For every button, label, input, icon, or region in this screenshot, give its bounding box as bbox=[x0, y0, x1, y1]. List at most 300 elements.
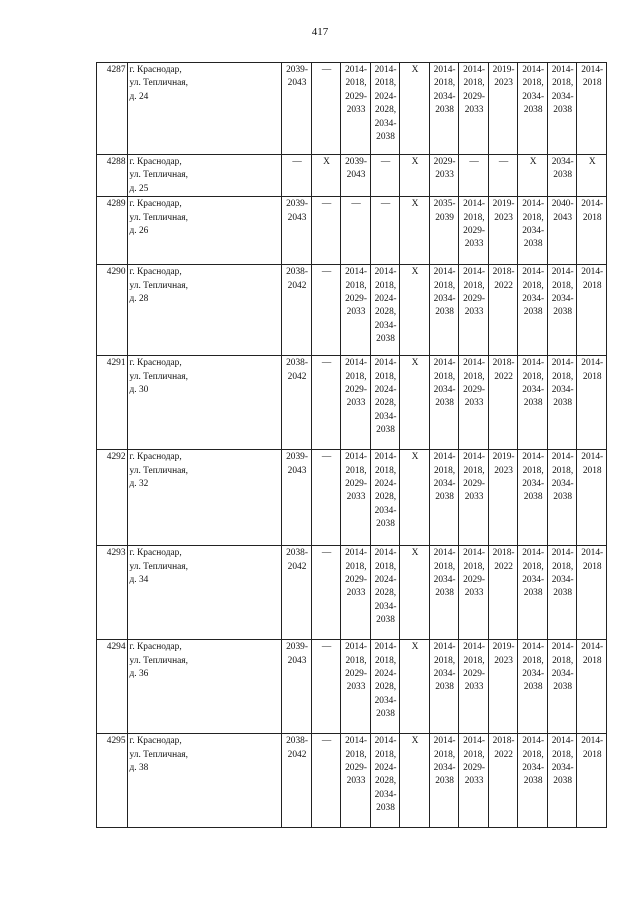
period-line: 2018, bbox=[522, 465, 544, 476]
period-line: 2042 bbox=[287, 749, 307, 760]
period-line: 2038 bbox=[553, 170, 573, 181]
period-cell bbox=[577, 450, 607, 546]
period-cell bbox=[311, 640, 341, 734]
period-line: 2034- bbox=[551, 669, 574, 680]
period-cell bbox=[577, 155, 607, 197]
period-line: 2014- bbox=[581, 642, 604, 653]
period-line: 2018, bbox=[463, 280, 485, 291]
period-line: 2038- bbox=[286, 267, 308, 278]
period-line: 2039- bbox=[286, 642, 308, 653]
period-line: Х bbox=[411, 548, 419, 559]
period-line: — bbox=[321, 548, 332, 559]
period-cell bbox=[341, 265, 371, 356]
period-line: 2029- bbox=[345, 294, 367, 305]
address-cell bbox=[127, 546, 282, 640]
period-cell bbox=[488, 546, 518, 640]
period-line: 2018, bbox=[463, 655, 485, 666]
period-cell bbox=[429, 197, 459, 265]
period-line: 2014- bbox=[551, 267, 574, 278]
period-line: 2018, bbox=[345, 78, 367, 89]
address-cell bbox=[127, 640, 282, 734]
period-line: 2038- bbox=[286, 358, 308, 369]
period-line: 2043 bbox=[287, 78, 307, 89]
period-line: Х bbox=[323, 157, 330, 167]
period-cell bbox=[282, 450, 312, 546]
period-line: 2014- bbox=[433, 65, 456, 75]
period-line: 2018, bbox=[522, 749, 544, 760]
period-cell bbox=[400, 265, 430, 356]
period-line: 2018, bbox=[345, 561, 367, 572]
period-line: 2034- bbox=[551, 385, 574, 396]
period-line: 2038 bbox=[523, 588, 543, 599]
period-line: 2014- bbox=[433, 548, 456, 559]
period-cell bbox=[370, 546, 400, 640]
period-line: 2014- bbox=[374, 548, 397, 559]
period-line: 2018- bbox=[492, 548, 515, 559]
period-line: 2038 bbox=[435, 307, 454, 318]
address-line: д. 25 bbox=[129, 183, 149, 194]
period-line: 2033 bbox=[464, 307, 484, 318]
period-line: 2033 bbox=[464, 105, 484, 116]
period-line: 2039- bbox=[286, 452, 308, 463]
period-line: 2018, bbox=[345, 371, 367, 382]
period-line: Х bbox=[411, 452, 419, 463]
period-cell bbox=[547, 63, 577, 155]
address-line: д. 24 bbox=[129, 91, 149, 102]
address-line: г. Краснодар, bbox=[129, 642, 182, 653]
period-line: 2014- bbox=[522, 548, 545, 559]
period-line: 2042 bbox=[287, 280, 307, 291]
period-line: 2034- bbox=[522, 575, 545, 586]
period-line: 2038 bbox=[553, 307, 573, 318]
period-line: 2034- bbox=[551, 575, 574, 586]
period-line: 2024- bbox=[374, 575, 397, 586]
period-line: 2038 bbox=[376, 519, 395, 530]
address-line: г. Краснодар, bbox=[129, 548, 182, 559]
period-line: — bbox=[292, 157, 302, 167]
period-line: — bbox=[321, 642, 332, 653]
period-line: 2038 bbox=[553, 398, 573, 409]
period-line: 2022 bbox=[494, 280, 513, 291]
period-line: 2038 bbox=[376, 425, 395, 436]
period-line: 2018, bbox=[434, 371, 456, 382]
period-cell bbox=[547, 546, 577, 640]
period-line: 2034- bbox=[551, 763, 574, 774]
period-line: 2034- bbox=[522, 91, 545, 102]
period-line: 2029- bbox=[345, 669, 367, 680]
period-line: 2018, bbox=[463, 78, 485, 89]
address-line: г. Краснодар, bbox=[129, 199, 182, 210]
period-line: 2014- bbox=[463, 65, 486, 75]
period-line: 2038 bbox=[523, 682, 543, 693]
period-line: 2022 bbox=[494, 749, 513, 760]
period-cell bbox=[459, 197, 489, 265]
period-line: 2018, bbox=[375, 465, 397, 476]
period-line: 2035- bbox=[433, 199, 456, 210]
period-line: 2034- bbox=[522, 226, 545, 237]
period-line: 2014- bbox=[345, 736, 367, 747]
period-cell bbox=[311, 265, 341, 356]
period-line: 2029- bbox=[463, 669, 486, 680]
period-line: 2029- bbox=[345, 91, 367, 102]
period-line: 2018, bbox=[345, 280, 367, 291]
table-row bbox=[97, 265, 607, 356]
period-cell bbox=[518, 356, 548, 450]
period-cell bbox=[370, 356, 400, 450]
period-cell bbox=[488, 356, 518, 450]
period-cell bbox=[577, 356, 607, 450]
period-line: 2038 bbox=[435, 105, 454, 116]
period-line: 2034- bbox=[433, 575, 456, 586]
period-line: 2033 bbox=[346, 105, 366, 116]
address-line: ул. Тепличная, bbox=[129, 78, 188, 89]
address-cell bbox=[127, 450, 282, 546]
period-line: 2018, bbox=[463, 561, 485, 572]
address-line: ул. Тепличная, bbox=[129, 170, 188, 181]
period-line: 2038 bbox=[376, 709, 395, 720]
period-cell bbox=[459, 265, 489, 356]
period-line: 2014- bbox=[345, 452, 367, 463]
period-cell bbox=[429, 546, 459, 640]
period-cell bbox=[370, 63, 400, 155]
period-cell bbox=[459, 63, 489, 155]
address-line: д. 30 bbox=[129, 385, 149, 396]
period-line: 2014- bbox=[463, 358, 486, 369]
period-line: Х bbox=[411, 65, 419, 75]
period-line: 2029- bbox=[463, 226, 486, 237]
period-cell bbox=[577, 197, 607, 265]
table-row bbox=[97, 640, 607, 734]
table-row bbox=[97, 450, 607, 546]
period-cell bbox=[488, 265, 518, 356]
period-line: Х bbox=[411, 157, 419, 167]
address-cell bbox=[127, 197, 282, 265]
address-cell bbox=[127, 155, 282, 197]
period-line: 2038 bbox=[553, 682, 573, 693]
period-line: 2034- bbox=[551, 157, 574, 167]
period-line: 2033 bbox=[346, 682, 366, 693]
period-cell bbox=[577, 734, 607, 828]
period-cell bbox=[282, 640, 312, 734]
table-row bbox=[97, 155, 607, 197]
period-line: 2018 bbox=[582, 465, 602, 476]
period-line: 2014- bbox=[374, 267, 397, 278]
period-line: 2014- bbox=[551, 736, 574, 747]
period-line: 2014- bbox=[463, 267, 486, 278]
period-line: — bbox=[321, 736, 332, 747]
period-line: 2033 bbox=[464, 239, 484, 250]
period-line: 2014- bbox=[374, 358, 397, 369]
period-line: 2018 bbox=[582, 749, 602, 760]
period-line: 2034- bbox=[374, 601, 397, 612]
period-line: 2028, bbox=[375, 492, 397, 503]
period-line: 2038 bbox=[523, 239, 543, 250]
period-line: 2019- bbox=[492, 65, 515, 75]
period-line: 2014- bbox=[581, 548, 604, 559]
period-line: 2014- bbox=[522, 642, 545, 653]
address-line: г. Краснодар, bbox=[129, 267, 182, 278]
period-line: 2018, bbox=[434, 465, 456, 476]
period-line: 2014- bbox=[463, 548, 486, 559]
period-line: 2038 bbox=[523, 307, 543, 318]
period-cell bbox=[311, 546, 341, 640]
period-line: 2014- bbox=[345, 65, 367, 75]
period-cell bbox=[282, 265, 312, 356]
period-line: 2018, bbox=[375, 561, 397, 572]
address-line: д. 36 bbox=[129, 669, 149, 680]
period-cell bbox=[547, 197, 577, 265]
period-line: 2014- bbox=[581, 65, 604, 75]
period-cell bbox=[370, 640, 400, 734]
period-cell bbox=[547, 640, 577, 734]
period-line: 2033 bbox=[346, 776, 366, 787]
period-cell bbox=[518, 63, 548, 155]
period-cell bbox=[282, 155, 312, 197]
period-line: 2014- bbox=[581, 452, 604, 463]
period-cell bbox=[518, 197, 548, 265]
period-cell bbox=[518, 734, 548, 828]
address-line: г. Краснодар, bbox=[129, 358, 182, 369]
period-cell bbox=[311, 197, 341, 265]
period-line: 2018, bbox=[522, 212, 544, 223]
period-line: 2039- bbox=[286, 199, 308, 210]
period-cell bbox=[311, 63, 341, 155]
table-row bbox=[97, 63, 607, 155]
period-cell bbox=[429, 640, 459, 734]
period-line: 2018, bbox=[434, 561, 456, 572]
period-line: 2018- bbox=[492, 267, 515, 278]
period-cell bbox=[518, 265, 548, 356]
period-cell bbox=[282, 356, 312, 450]
period-cell bbox=[341, 734, 371, 828]
period-line: 2023 bbox=[494, 212, 513, 223]
period-line: 2018, bbox=[434, 749, 456, 760]
period-line: 2040- bbox=[551, 199, 574, 210]
period-line: 2038 bbox=[523, 398, 543, 409]
period-line: 2014- bbox=[374, 452, 397, 463]
period-cell bbox=[400, 450, 430, 546]
period-line: 2038 bbox=[435, 776, 454, 787]
period-line: 2019- bbox=[492, 642, 515, 653]
address-line: ул. Тепличная, bbox=[129, 212, 188, 223]
address-line: д. 34 bbox=[129, 575, 149, 586]
period-line: 2014- bbox=[463, 199, 486, 210]
table-row bbox=[97, 356, 607, 450]
period-line: 2033 bbox=[346, 307, 366, 318]
period-line: 2028, bbox=[375, 398, 397, 409]
period-line: 2018 bbox=[582, 78, 602, 89]
period-line: 2033 bbox=[464, 682, 484, 693]
period-line: 2018, bbox=[522, 371, 544, 382]
table-row bbox=[97, 546, 607, 640]
address-line: ул. Тепличная, bbox=[129, 371, 188, 382]
period-line: 2018 bbox=[582, 212, 602, 223]
page-number: 417 bbox=[311, 26, 329, 38]
period-line: Х bbox=[529, 157, 537, 167]
period-line: 2034- bbox=[551, 91, 574, 102]
period-line: 2033 bbox=[464, 776, 484, 787]
period-cell bbox=[429, 155, 459, 197]
table-row bbox=[97, 734, 607, 828]
address-line: ул. Тепличная, bbox=[129, 655, 188, 666]
period-line: 2038 bbox=[553, 776, 573, 787]
period-cell bbox=[577, 640, 607, 734]
address-cell bbox=[127, 356, 282, 450]
period-line: 2024- bbox=[374, 91, 397, 102]
row-number: 4293 bbox=[97, 546, 128, 640]
period-cell bbox=[311, 356, 341, 450]
address-cell bbox=[127, 265, 282, 356]
period-cell bbox=[459, 155, 489, 197]
period-line: 2014- bbox=[433, 642, 456, 653]
period-line: Х bbox=[411, 736, 419, 747]
period-line: 2034- bbox=[433, 479, 456, 490]
period-cell bbox=[370, 450, 400, 546]
period-line: 2014- bbox=[345, 642, 367, 653]
period-cell bbox=[488, 734, 518, 828]
period-line: 2038 bbox=[523, 776, 543, 787]
period-cell bbox=[370, 265, 400, 356]
period-cell bbox=[429, 450, 459, 546]
period-line: 2028, bbox=[375, 105, 397, 116]
period-line: 2018 bbox=[582, 655, 602, 666]
period-line: 2042 bbox=[287, 371, 307, 382]
period-line: 2034- bbox=[433, 294, 456, 305]
housing-registry-table bbox=[96, 62, 607, 828]
period-line: 2014- bbox=[581, 267, 604, 278]
period-cell bbox=[400, 155, 430, 197]
period-cell bbox=[577, 265, 607, 356]
period-line: 2034- bbox=[522, 669, 545, 680]
period-line: 2018, bbox=[552, 280, 574, 291]
period-cell bbox=[547, 450, 577, 546]
period-line: Х bbox=[411, 267, 419, 278]
period-cell bbox=[429, 734, 459, 828]
period-line: 2038 bbox=[523, 105, 543, 116]
period-line: 2034- bbox=[374, 695, 397, 706]
period-line: 2029- bbox=[463, 763, 486, 774]
period-line: 2029- bbox=[433, 157, 456, 167]
period-cell bbox=[459, 356, 489, 450]
period-line: 2038- bbox=[286, 548, 308, 559]
period-cell bbox=[282, 734, 312, 828]
period-cell bbox=[547, 356, 577, 450]
row-number: 4289 bbox=[97, 197, 128, 265]
period-cell bbox=[488, 640, 518, 734]
period-line: 2014- bbox=[433, 736, 456, 747]
period-line: 2029- bbox=[463, 91, 486, 102]
period-line: 2018, bbox=[375, 371, 397, 382]
period-line: 2018, bbox=[552, 465, 574, 476]
period-cell bbox=[429, 265, 459, 356]
address-cell bbox=[127, 63, 282, 155]
period-cell bbox=[518, 155, 548, 197]
period-line: 2014- bbox=[522, 358, 545, 369]
address-line: д. 32 bbox=[129, 479, 149, 490]
period-line: 2034- bbox=[374, 320, 397, 331]
period-line: 2014- bbox=[581, 736, 604, 747]
address-line: ул. Тепличная, bbox=[129, 465, 188, 476]
period-line: 2024- bbox=[374, 294, 397, 305]
period-line: 2028, bbox=[375, 307, 397, 318]
period-line: 2018, bbox=[552, 78, 574, 89]
period-cell bbox=[282, 63, 312, 155]
period-line: 2033 bbox=[346, 492, 366, 503]
period-line: 2034- bbox=[551, 294, 574, 305]
period-line: 2018, bbox=[463, 465, 485, 476]
period-line: 2014- bbox=[345, 358, 367, 369]
period-line: 2033 bbox=[464, 588, 484, 599]
period-line: 2018, bbox=[375, 78, 397, 89]
period-cell bbox=[341, 546, 371, 640]
period-line: 2029- bbox=[345, 385, 367, 396]
period-line: 2038 bbox=[553, 105, 573, 116]
period-line: 2028, bbox=[375, 776, 397, 787]
period-line: 2043 bbox=[287, 212, 307, 223]
period-line: 2018 bbox=[582, 280, 602, 291]
table-row bbox=[97, 197, 607, 265]
period-line: Х bbox=[411, 199, 419, 210]
period-line: 2018, bbox=[552, 749, 574, 760]
period-line: 2033 bbox=[464, 492, 484, 503]
period-line: 2018, bbox=[345, 465, 367, 476]
period-line: 2014- bbox=[433, 358, 456, 369]
period-line: 2023 bbox=[494, 78, 513, 89]
period-line: 2033 bbox=[346, 588, 366, 599]
period-line: 2034- bbox=[433, 669, 456, 680]
period-line: 2023 bbox=[494, 655, 513, 666]
period-line: 2018, bbox=[375, 655, 397, 666]
period-line: 2038 bbox=[435, 588, 454, 599]
period-line: 2014- bbox=[551, 548, 574, 559]
period-line: 2014- bbox=[581, 199, 604, 210]
period-line: 2029- bbox=[345, 575, 367, 586]
period-line: 2018, bbox=[552, 561, 574, 572]
period-line: 2014- bbox=[345, 548, 367, 559]
period-cell bbox=[459, 546, 489, 640]
row-number: 4290 bbox=[97, 265, 128, 356]
period-line: 2029- bbox=[345, 763, 367, 774]
period-line: 2038 bbox=[435, 398, 454, 409]
period-line: 2039- bbox=[345, 157, 367, 167]
period-line: — bbox=[321, 199, 332, 210]
period-line: 2014- bbox=[551, 452, 574, 463]
period-line: 2018 bbox=[582, 371, 602, 382]
period-cell bbox=[518, 640, 548, 734]
period-line: 2018, bbox=[552, 655, 574, 666]
period-cell bbox=[488, 450, 518, 546]
period-line: 2018, bbox=[463, 371, 485, 382]
row-number: 4288 bbox=[97, 155, 128, 197]
period-cell bbox=[341, 640, 371, 734]
address-line: д. 28 bbox=[129, 294, 149, 305]
period-line: 2034- bbox=[374, 411, 397, 422]
period-line: — bbox=[380, 199, 391, 210]
period-line: 2034- bbox=[433, 763, 456, 774]
period-cell bbox=[459, 640, 489, 734]
address-line: г. Краснодар, bbox=[129, 65, 182, 75]
period-line: 2038 bbox=[376, 132, 395, 143]
address-line: г. Краснодар, bbox=[129, 157, 182, 167]
period-line: 2014- bbox=[522, 65, 545, 75]
period-line: 2018, bbox=[463, 212, 485, 223]
period-line: 2024- bbox=[374, 479, 397, 490]
period-line: 2034- bbox=[522, 294, 545, 305]
period-line: 2033 bbox=[346, 398, 366, 409]
period-line: 2033 bbox=[464, 398, 484, 409]
period-cell bbox=[370, 197, 400, 265]
row-number: 4291 bbox=[97, 356, 128, 450]
